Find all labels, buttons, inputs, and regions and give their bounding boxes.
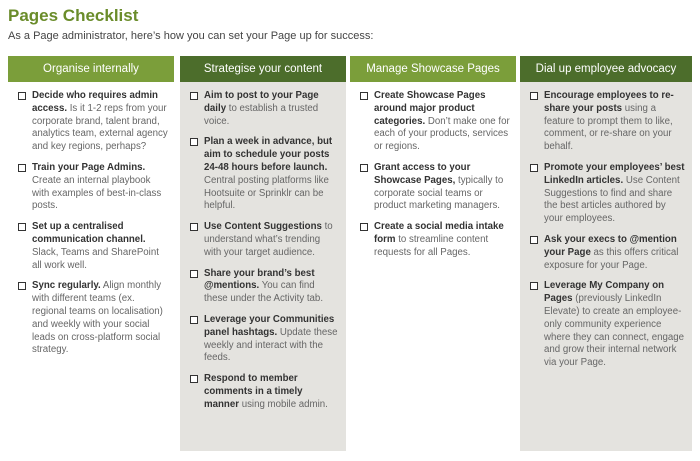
checklist-item-text: You can find these under the Activity tab. xyxy=(204,280,324,305)
checklist-item-text: (previously LinkedIn Elevate) to create an employee-only community experience where they can connect, engage and grow their internal network via your Page. xyxy=(544,293,685,369)
checklist-item-text: Use Content Suggestions to find and share the best articles authored by your employees. xyxy=(544,174,680,225)
column-heading: Organise internally xyxy=(8,56,174,82)
checklist-item xyxy=(18,280,168,357)
checklist-item-title: Train your Page Admins. xyxy=(32,161,146,173)
checklist-item-title: Grant access to your Showcase Pages, xyxy=(374,161,471,186)
checkbox[interactable] xyxy=(530,164,538,172)
checkbox[interactable] xyxy=(190,375,198,383)
checklist-item xyxy=(190,90,340,128)
checklist-item xyxy=(18,221,168,272)
checkbox[interactable] xyxy=(530,236,538,244)
column-body xyxy=(520,82,692,451)
checklist-item xyxy=(530,234,686,272)
checklist-item-title: Decide who requires admin access. xyxy=(32,90,158,114)
checklist-item-title: Leverage My Company on Pages xyxy=(544,280,665,305)
checklist-item-text: typically to corporate social teams or product marketing managers. xyxy=(374,174,504,212)
checklist-item-text: using mobile admin. xyxy=(239,398,328,410)
checklist-item-text: Don’t make one for each of your products, services or regions. xyxy=(374,115,510,153)
checklist-item-text: Update these weekly and interact with the feeds. xyxy=(204,326,338,364)
checklist-item-title: Create Showcase Pages around major product categories. xyxy=(374,90,486,127)
checkbox[interactable] xyxy=(190,138,198,146)
checklist-item xyxy=(190,136,340,213)
checklist-item xyxy=(190,221,340,259)
checklist-item xyxy=(360,221,510,259)
checklist-item-text: Align monthly with different teams (ex. regional teams on localisation) and weekly with your social leads on cross-platform social strategy. xyxy=(32,280,163,356)
checklist-item xyxy=(18,162,168,213)
checklist-columns xyxy=(8,56,692,451)
checkbox[interactable] xyxy=(190,270,198,278)
checklist-item-title: Sync regularly. xyxy=(32,280,101,292)
column-body xyxy=(350,82,516,451)
checklist-item-text: as this offers critical exposure for your Page. xyxy=(544,246,679,271)
checklist-item xyxy=(18,90,168,154)
checkbox[interactable] xyxy=(360,92,368,100)
column-body xyxy=(8,82,174,451)
checkbox[interactable] xyxy=(360,164,368,172)
checklist-item-text: Create an internal playbook with examples of best-in-class posts. xyxy=(32,174,162,212)
column-manage-showcase-pages xyxy=(350,56,516,451)
checklist-item xyxy=(190,373,340,411)
checklist-item-title: Leverage your Communities panel hashtags. xyxy=(204,313,335,338)
checkbox[interactable] xyxy=(530,282,538,290)
checklist-item-text: to streamline content requests for all Pages. xyxy=(374,233,489,258)
checklist-item xyxy=(530,90,686,154)
checklist-item-title: Promote your employees’ best LinkedIn articles. xyxy=(544,161,685,186)
checklist-item-title: Set up a centralised communication channel. xyxy=(32,221,146,245)
checklist-item-text: Slack, Teams and SharePoint all work well. xyxy=(32,246,159,271)
checklist-item xyxy=(530,280,686,370)
checkbox[interactable] xyxy=(360,223,368,231)
checkbox[interactable] xyxy=(530,92,538,100)
checkbox[interactable] xyxy=(18,92,26,100)
checklist-item-title: Use Content Suggestions xyxy=(204,221,322,233)
column-organise-internally xyxy=(8,56,174,451)
checklist-item-title: Share your brand’s best @mentions. xyxy=(204,267,315,292)
column-heading: Manage Showcase Pages xyxy=(350,56,516,82)
column-body xyxy=(180,82,346,451)
checkbox[interactable] xyxy=(190,92,198,100)
column-strategise-content xyxy=(180,56,346,451)
checklist-item-title: Plan a week in advance, but aim to schedule your posts 24-48 hours before launch. xyxy=(204,136,333,173)
checklist-item-title: Aim to post to your Page daily xyxy=(204,90,319,114)
checklist-item-text: to understand what’s trending with your target audience. xyxy=(204,221,333,258)
checklist-item-title: Create a social media intake form xyxy=(374,221,504,245)
checkbox[interactable] xyxy=(18,282,26,290)
checklist-item-text: Is it 1-2 reps from your corporate brand, talent brand, analytics team, external agency and key regions, perhaps? xyxy=(32,102,168,153)
checklist-item-title: Encourage employees to re-share your posts xyxy=(544,90,674,114)
checkbox[interactable] xyxy=(18,164,26,172)
checkbox[interactable] xyxy=(18,223,26,231)
checklist-item xyxy=(360,90,510,154)
checklist-item-text: Central posting platforms like Hootsuite or Sprinklr can be helpful. xyxy=(204,174,329,212)
page-title: Pages Checklist xyxy=(8,6,139,25)
checklist-item xyxy=(360,162,510,213)
checklist-item-title: Ask your execs to @mention your Page xyxy=(544,233,677,258)
checklist-item xyxy=(530,162,686,226)
checklist-item-text: using a feature to prompt them to like, comment, or re-share on your behalf. xyxy=(544,102,673,153)
column-heading: Strategise your content xyxy=(180,56,346,82)
checkbox[interactable] xyxy=(190,316,198,324)
checklist-item xyxy=(190,314,340,365)
checklist-item-title: Respond to member comments in a timely manner xyxy=(204,373,303,410)
page-subtitle: As a Page administrator, here’s how you can set your Page up for success: xyxy=(8,30,374,42)
checklist-item xyxy=(190,268,340,306)
column-employee-advocacy xyxy=(520,56,692,451)
checkbox[interactable] xyxy=(190,223,198,231)
column-heading: Dial up employee advocacy xyxy=(520,56,692,82)
checklist-item-text: to establish a trusted voice. xyxy=(204,102,319,127)
